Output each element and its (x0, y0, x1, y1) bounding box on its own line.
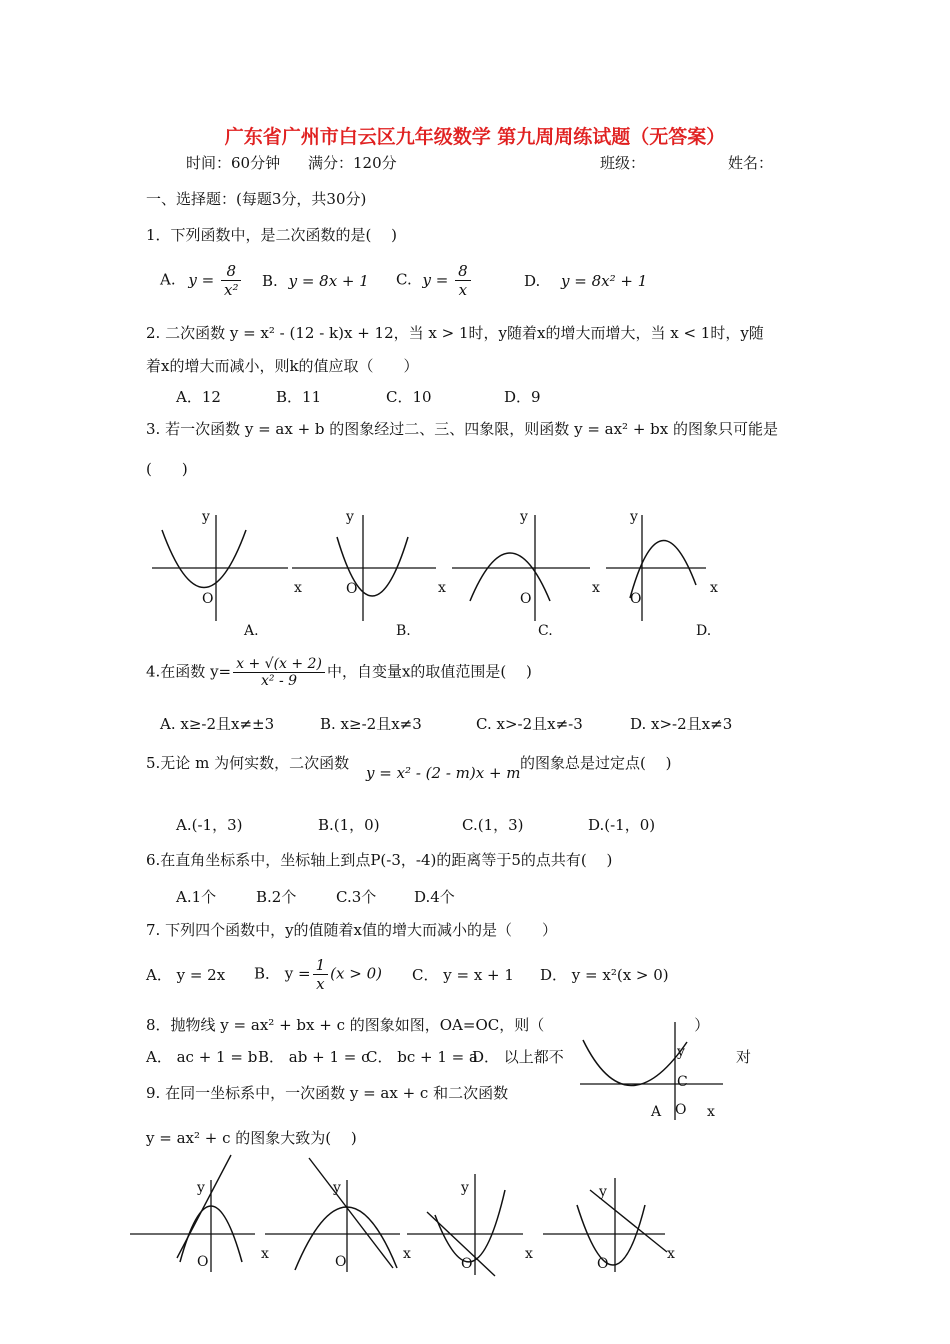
q3-stem-line1: 3. 若一次函数 y = ax + b 的图象经过二、三、四象限，则函数 y = ax² + bx 的图象只可能是 (146, 420, 779, 438)
q4-option-c: C. x>-2且x≠-3 (476, 715, 583, 733)
q5-option-c: C.(1，3) (462, 816, 524, 834)
q3-graph-b (292, 509, 446, 639)
q9-g4-y: y (599, 1184, 607, 1200)
q1-option-d (524, 272, 647, 290)
q2-option-b: B．11 (276, 388, 322, 406)
q5-option-b: B.(1，0) (318, 816, 380, 834)
q8-figure (575, 1018, 735, 1123)
q8-option-c: C． bc + 1 = a (366, 1048, 478, 1066)
q1-d-letter: D. (524, 272, 541, 290)
score-info: 满分：120分 (308, 154, 397, 172)
q5-suffix: 的图象总是过定点( ) (520, 754, 672, 772)
q9-g3-y: y (461, 1180, 469, 1196)
q9-graphs (125, 1150, 685, 1280)
q9-graph-4 (543, 1178, 675, 1272)
q8-option-d-tail: 对 (736, 1048, 752, 1066)
q7-option-a: A． y = 2x (146, 966, 226, 984)
q1-c-num: 8 (455, 262, 471, 281)
q1-b-expr: y = 8x + 1 (288, 272, 369, 290)
q1-option-b (262, 272, 369, 290)
q9-g4-o: O (597, 1256, 609, 1272)
q9-g3-x: x (525, 1246, 533, 1262)
q1-c-lhs: y = (422, 270, 449, 289)
q6-option-b: B.2个 (256, 888, 297, 906)
q4-prefix: 4.在函数 y= (146, 662, 232, 681)
q8-fig-o: O (675, 1102, 687, 1118)
q6-option-c: C.3个 (336, 888, 377, 906)
q3-a-x: x (294, 580, 302, 596)
q3-a-y: y (202, 509, 210, 525)
q3-d-o: O (630, 591, 642, 607)
q8-fig-a: A (651, 1104, 662, 1120)
q3-graph-d (606, 509, 718, 639)
q1-a-lhs: y = (188, 270, 215, 289)
q4-den: x² - 9 (261, 673, 298, 689)
q9-graph-2 (265, 1158, 411, 1272)
q3-c-y: y (520, 509, 528, 525)
q1-a-letter: A. (160, 270, 176, 289)
page-title: 广东省广州市白云区九年级数学 第九周周练试题（无答案） (224, 126, 726, 148)
q3-b-x: x (438, 580, 446, 596)
q1-d-expr: y = 8x² + 1 (561, 272, 648, 290)
q4-option-b: B. x≥-2且x≠3 (320, 715, 422, 733)
q5-expr: y = x² - (2 - m)x + m (366, 764, 521, 782)
q5-option-d: D.(-1，0) (588, 816, 656, 834)
q3-graphs (140, 495, 760, 645)
q7-b-den: x (316, 975, 325, 993)
q7-b-num: 1 (313, 956, 329, 975)
q9-graph-3 (407, 1174, 533, 1276)
q1-c-den: x (458, 281, 468, 299)
q3-c-x: x (592, 580, 600, 596)
q9-stem-line1: 9. 在同一坐标系中，一次函数 y = ax + c 和二次函数 (146, 1084, 509, 1102)
q2-stem-line2: 着x的增大而减小，则k的值应取（ ） (146, 357, 419, 375)
q2-option-c: C．10 (386, 388, 432, 406)
q9-g1-y: y (197, 1180, 205, 1196)
name-label: 姓名： (728, 154, 774, 172)
q3-graph-c (452, 509, 600, 639)
q8-option-d: D． 以上都不 (472, 1048, 564, 1066)
q8-fig-c: C (677, 1074, 688, 1090)
q3-d-y: y (630, 509, 638, 525)
q6-stem: 6.在直角坐标系中，坐标轴上到点P(-3，-4)的距离等于5的点共有( ) (146, 851, 613, 869)
q9-g2-y: y (333, 1180, 341, 1196)
q3-d-label: D. (696, 623, 712, 639)
q4-suffix: 中，自变量x的取值范围是( ) (326, 662, 532, 681)
q3-b-o: O (346, 581, 358, 597)
q4-stem (146, 656, 532, 689)
q1-option-a (160, 262, 243, 299)
q3-c-o: O (520, 591, 532, 607)
q8-fig-x: x (707, 1104, 715, 1120)
q4-option-a: A. x≥-2且x≠±3 (160, 715, 275, 733)
q9-g2-x: x (403, 1246, 411, 1262)
q3-c-label: C. (538, 623, 553, 639)
q3-b-y: y (346, 509, 354, 525)
q8-option-a: A． ac + 1 = b (146, 1048, 258, 1066)
q3-a-o: O (202, 591, 214, 607)
q8-option-b: B． ab + 1 = c (258, 1048, 370, 1066)
q9-g1-x: x (261, 1246, 269, 1262)
q9-stem-line2: y = ax² + c 的图象大致为( ) (146, 1129, 357, 1147)
class-label: 班级： (600, 154, 646, 172)
section-heading: 一、选择题：(每题3分，共30分) (146, 190, 367, 208)
q1-c-letter: C. (396, 270, 412, 289)
q1-a-den: x² (223, 281, 239, 299)
q6-option-d: D.4个 (414, 888, 455, 906)
q1-option-c (396, 262, 473, 299)
time-info: 时间：60分钟 (186, 154, 281, 172)
q4-num: x + √(x + 2) (233, 656, 325, 673)
q2-option-d: D．9 (504, 388, 541, 406)
q9-graph-1 (130, 1155, 269, 1272)
q3-d-x: x (710, 580, 718, 596)
q6-option-a: A.1个 (176, 888, 217, 906)
q2-stem-line1: 2. 二次函数 y = x² - (12 - k)x + 12，当 x > 1时，y随着x的增大而增大，当 x < 1时，y随 (146, 324, 764, 342)
q4-option-d: D. x>-2且x≠3 (630, 715, 733, 733)
q3-graph-a (152, 509, 302, 639)
q5-stem: 5.无论 m 为何实数，二次函数 (146, 754, 350, 772)
q1-stem: 1．下列函数中，是二次函数的是( ) (146, 226, 398, 244)
q7-b-pre: B． y = (254, 964, 311, 983)
q5-option-a: A.(-1，3) (176, 816, 243, 834)
q7-b-post: (x > 0) (330, 964, 382, 983)
q7-option-c: C． y = x + 1 (412, 966, 514, 984)
q9-g1-o: O (197, 1254, 209, 1270)
q3-stem-line2: ( ) (146, 460, 188, 478)
q1-b-letter: B. (262, 272, 278, 290)
q7-stem: 7. 下列四个函数中，y的值随着x值的增大而减小的是（ ） (146, 921, 558, 939)
q3-a-label: A. (244, 623, 259, 639)
q7-option-d: D． y = x²(x > 0) (540, 966, 669, 984)
q1-a-num: 8 (221, 262, 241, 281)
q7-option-b (254, 956, 382, 993)
q8-stem: 8．抛物线 y = ax² + bx + c 的图象如图，OA=OC，则（ ） (146, 1016, 710, 1034)
q8-fig-y: y (677, 1044, 685, 1060)
q9-g3-o: O (461, 1256, 473, 1272)
q9-g2-o: O (335, 1254, 347, 1270)
q3-b-label: B. (396, 623, 411, 639)
q2-option-a: A．12 (176, 388, 221, 406)
q9-g4-x: x (667, 1246, 675, 1262)
